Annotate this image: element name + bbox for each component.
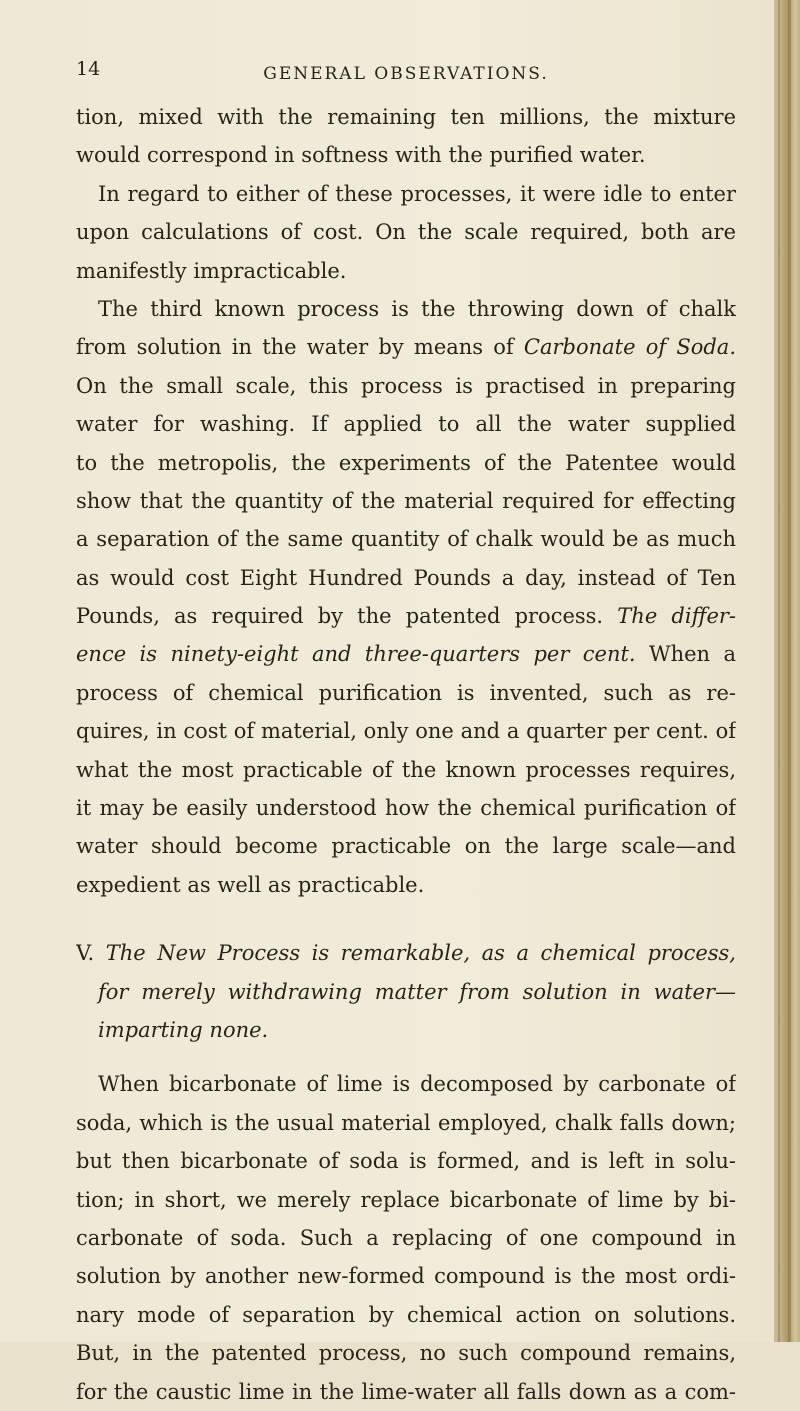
text-line: but then bicarbonate of soda is formed, and is left in solu- [76,1149,736,1174]
page-edge [774,0,800,1342]
section-title-run: The New Process is remarkable, as a chemical process, [105,941,736,966]
text-line: On the small scale, this process is practised in preparing [76,373,736,398]
page-number: 14 [76,58,101,80]
text-line: tion; in short, we merely replace bicarbonate of lime by bi- [76,1187,736,1212]
paragraph [76,175,736,290]
text-line: process of chemical purification is invented, such as re- [76,680,736,705]
text-run: from solution in the water by means of [76,335,524,360]
text-line: The third known process is the throwing down of chalk [98,296,736,321]
spacer [76,904,736,934]
text-line: tion, mixed with the remaining ten millions, the mixture [76,105,736,129]
spacer [76,1049,736,1065]
text-line: manifestly impracticable. [76,258,347,283]
text-line: quires, in cost of material, only one and a quarter per cent. of [76,719,736,744]
italic-run: ence is ninety-eight and three-quarters per cent. [76,642,636,667]
text-line: water for washing. If applied to all the water supplied [76,412,736,437]
paragraph [76,98,736,175]
body-text [76,98,736,1411]
text-line: upon calculations of cost. On the scale required, both are [76,220,736,245]
text-line: solution by another new-formed compound is the most ordi- [76,1264,736,1289]
text-line: as would cost Eight Hundred Pounds a day, instead of Ten [76,565,736,590]
text-line: to the metropolis, the experiments of the Patentee would [76,450,736,475]
text-line: nary mode of separation by chemical action on solutions. [76,1302,736,1327]
text-line: show that the quantity of the material required for effecting [76,488,736,513]
text-line: it may be easily understood how the chemical purification of [76,796,736,821]
text-line: soda, which is the usual material employed, chalk falls down; [76,1110,736,1135]
text-line [76,597,736,635]
text-line [76,934,736,972]
section-heading [76,934,736,1049]
text-line [76,328,736,366]
text-line: a separation of the same quantity of chalk would be as much [76,527,736,552]
text-run: When a [635,642,736,667]
text-run: Pounds, as required by the patented process. [76,604,618,629]
text-line: for merely withdrawing matter from solution in water— [98,979,736,1004]
text-line: In regard to either of these processes, it were idle to enter [98,181,736,206]
text-line: would correspond in softness with the purified water. [76,143,646,168]
paragraph [76,1065,736,1411]
text-line: But, in the patented process, no such compound remains, [76,1341,736,1366]
italic-run: The differ- [617,604,736,629]
italic-run: Carbonate of Soda. [523,335,736,360]
text-line: water should become practicable on the large scale—and [76,834,736,859]
running-head: GENERAL OBSERVATIONS. [263,64,549,84]
text-line: When bicarbonate of lime is decomposed by carbonate of [98,1072,736,1097]
section-numeral: V. [76,941,95,966]
text-line: for the caustic lime in the lime-water all falls down as a com- [76,1379,736,1404]
page-header [76,58,736,98]
text-line [76,635,736,673]
text-line: imparting none. [98,1017,269,1042]
text-line: what the most practicable of the known processes requires, [76,757,736,782]
text-line: expedient as well as practicable. [76,872,425,897]
paragraph [76,290,736,904]
text-line: carbonate of soda. Such a replacing of one compound in [76,1225,736,1250]
